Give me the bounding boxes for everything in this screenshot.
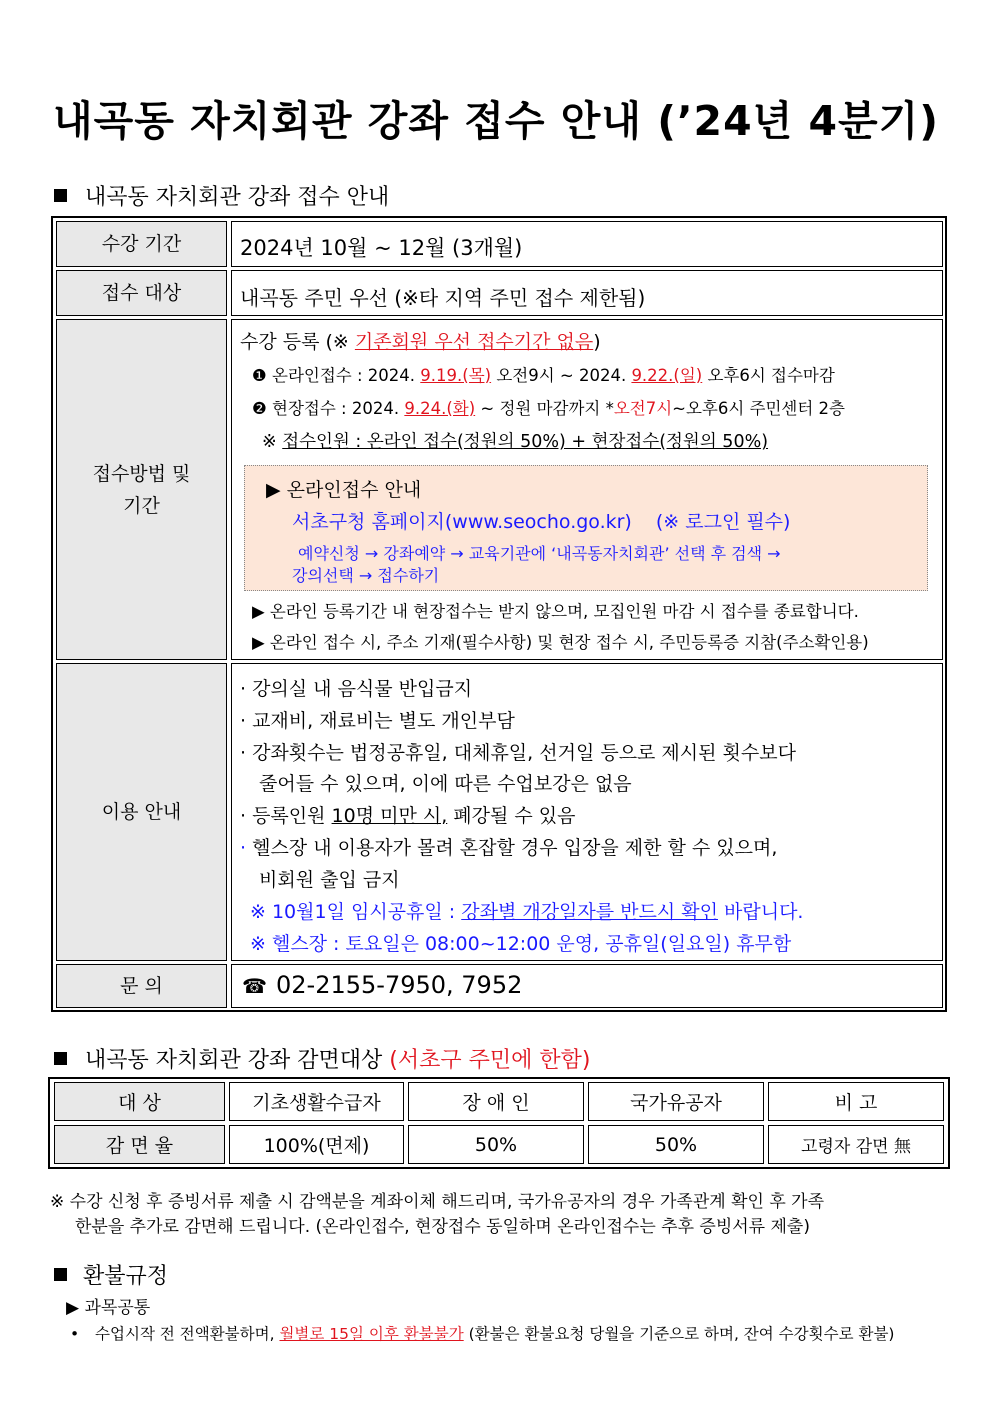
- target-value: 내곡동 주민 우선 (※타 지역 주민 접수 제한됨): [240, 286, 646, 310]
- section2-heading: 내곡동 자치회관 강좌 감면대상 (서초구 주민에 한함): [54, 1043, 590, 1074]
- method-label: 접수방법 및 기간: [56, 319, 227, 660]
- discount-rate-label: 감 면 율: [54, 1125, 225, 1164]
- discount-remarks: 고령자 감면 無: [768, 1125, 944, 1164]
- seocho-website-link[interactable]: 서초구청 홈페이지(www.seocho.go.kr): [292, 511, 632, 533]
- usage-line-1: · 강의실 내 음식물 반입금지: [240, 678, 473, 700]
- discount-header-target: 대 상: [54, 1082, 225, 1121]
- quota-line: ※ 접수인원 : 온라인 접수(정원의 50%) + 현장접수(정원의 50%): [262, 432, 769, 452]
- online-guide-heading: ▶ 온라인접수 안내: [266, 479, 422, 501]
- discount-rate-basic: 100%(면제): [229, 1125, 404, 1164]
- usage-line-4: 줄어들 수 있으며, 이에 따른 수업보강은 없음: [259, 773, 632, 795]
- square-bullet-icon: [54, 1052, 67, 1065]
- contact-value-cell: [231, 964, 943, 1008]
- usage-line-7: 비회원 출입 금지: [259, 869, 400, 891]
- refund-subheading: ▶ 과목공통: [66, 1298, 151, 1318]
- phone-icon: ☎: [242, 974, 267, 998]
- period-value: 2024년 10월 ~ 12월 (3개월): [240, 236, 523, 260]
- discount-header-disabled: 장 애 인: [408, 1082, 584, 1121]
- contact-label: 문 의: [56, 964, 227, 1008]
- square-bullet-icon: [54, 1268, 67, 1281]
- onsite-schedule: ❷ 현장접수 : 2024. 9.24.(화) ~ 정원 마감까지 *오전7시~오후6시 주민센터 2층: [252, 399, 845, 418]
- usage-line-9: ※ 헬스장 : 토요일은 08:00~12:00 운영, 공휴일(일요일) 휴무함: [250, 933, 792, 955]
- online-schedule: ❶ 온라인접수 : 2024. 9.19.(목) 오전9시 ~ 2024. 9.22.(일) 오후6시 접수마감: [252, 366, 835, 385]
- discount-rate-veteran: 50%: [588, 1125, 764, 1164]
- page-title: 내곡동 자치회관 강좌 접수 안내 (’24년 4분기): [53, 97, 939, 145]
- discount-header-veteran: 국가유공자: [588, 1082, 764, 1121]
- period-value-cell: [231, 221, 943, 267]
- usage-line-2: · 교재비, 재료비는 별도 개인부담: [240, 710, 515, 732]
- discount-header-basic: 기초생활수급자: [229, 1082, 404, 1121]
- refund-heading: 환불규정: [54, 1259, 168, 1290]
- footnote-line-1: ※ 수강 신청 후 증빙서류 제출 시 감액분을 계좌이체 해드리며, 국가유공자의 경우 가족관계 확인 후 가족: [50, 1192, 825, 1212]
- square-bullet-icon: [54, 189, 67, 202]
- contact-phone[interactable]: 02-2155-7950, 7952: [276, 971, 523, 999]
- usage-line-6: · 헬스장 내 이용자가 몰려 혼잡할 경우 입장을 제한 할 수 있으며,: [240, 837, 778, 859]
- usage-label: 이용 안내: [56, 663, 227, 961]
- period-label: 수강 기간: [56, 221, 227, 267]
- note-onsite-closing: ▶ 온라인 등록기간 내 현장접수는 받지 않으며, 모집인원 마감 시 접수를 종료합니다.: [252, 602, 859, 621]
- online-guide-site: 서초구청 홈페이지(www.seocho.go.kr) (※ 로그인 필수): [292, 511, 791, 533]
- section1-heading: 내곡동 자치회관 강좌 접수 안내: [54, 180, 389, 211]
- footnote-line-2: 한분을 추가로 감면해 드립니다. (온라인접수, 현장접수 동일하며 온라인접수는 추후 증빙서류 제출): [75, 1217, 810, 1237]
- discount-header-remarks: 비 고: [768, 1082, 944, 1121]
- usage-line-3: · 강좌횟수는 법정공휴일, 대체휴일, 선거일 등으로 제시된 횟수보다: [240, 742, 796, 764]
- online-guide-steps-1: 예약신청 → 강좌예약 → 교육기관에 ‘내곡동자치회관’ 선택 후 검색 →: [298, 544, 781, 563]
- target-label: 접수 대상: [56, 270, 227, 316]
- registration-line: 수강 등록 (※ 기존회원 우선 접수기간 없음): [240, 331, 601, 353]
- note-id-required: ▶ 온라인 접수 시, 주소 기재(필수사항) 및 현장 접수 시, 주민등록증 지참(주소확인용): [252, 633, 869, 652]
- usage-line-8: ※ 10월1일 임시공휴일 : 강좌별 개강일자를 반드시 확인 바랍니다.: [250, 901, 804, 923]
- refund-rule: • 수업시작 전 전액환불하며, 월별로 15일 이후 환불불가 (환불은 환불요청 당월을 기준으로 하며, 잔여 수강횟수로 환불): [70, 1325, 895, 1343]
- online-guide-steps-2: 강의선택 → 접수하기: [292, 566, 440, 585]
- usage-line-5: · 등록인원 10명 미만 시, 폐강될 수 있음: [240, 805, 576, 827]
- target-value-cell: [231, 270, 943, 316]
- discount-rate-disabled: 50%: [408, 1125, 584, 1164]
